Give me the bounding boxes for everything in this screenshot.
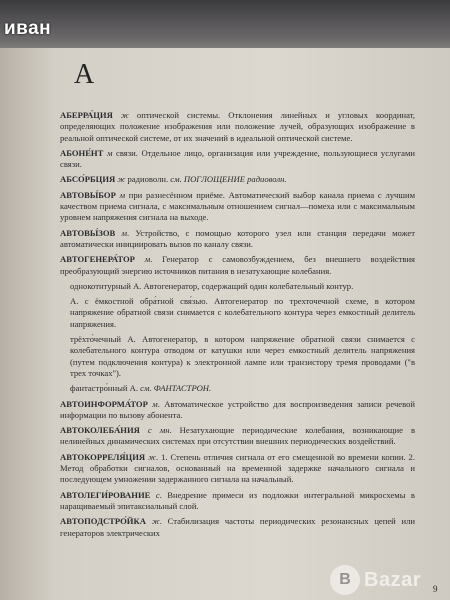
dictionary-content — [60, 60, 415, 543]
dictionary-entry — [60, 254, 415, 277]
section-letter: А — [74, 59, 95, 90]
entry-definition: связи. Отдельное лицо, организация или учреждение, пользующиеся услугами связи. — [60, 147, 415, 170]
dictionary-entry — [60, 190, 415, 224]
watermark-username: иван — [4, 18, 52, 39]
entry-definition: . Автоматическое устройство для воспроизведения записи речевой информации по вызову абонента. — [60, 398, 415, 420]
entry-definition: . Внедрение примеси из подложки интегральной микросхемы в наращиваемый эпитаксиальный слой. — [60, 489, 415, 511]
entry-headword: АВТОКОЛЕБА́НИЯ — [60, 425, 140, 436]
entry-grammar: м — [119, 189, 126, 200]
entry-grammar: м — [144, 254, 151, 265]
entry-subterm: А. с ёмкостной обра́тной свя́зью. Автогенератор по трехточечной схеме, в котором напряжение обратной связи снимается с колебательного контура через емкостный делитель напряжения. — [70, 296, 415, 329]
entry-headword: АБОНЕ́НТ — [60, 147, 104, 158]
dictionary-entry — [60, 148, 415, 171]
dictionary-entry — [60, 516, 415, 539]
logo-text: Bazar — [364, 568, 421, 591]
entry-grammar: м — [152, 398, 158, 409]
entry-list — [60, 110, 415, 539]
entry-definition: при разнесённом приёме. Автоматический выбор канала приема с лучшим качеством приема сигнала, с максимальным отношением сигнал—помеха или с максимальным уровнем напряжения сигнала на выходе. — [60, 189, 416, 223]
entry-headword: АВТОЛЕГИ́РОВАНИЕ — [60, 489, 151, 500]
entry-grammar: ж — [120, 110, 129, 120]
dictionary-entry — [60, 425, 415, 448]
entry-definition: оптической системы. Отклонения линейных и угловых координат, определяющих положение изображения или положение лучей, образующих изображение в реальной оптической системе, от их значений в идеальной оптической системе. — [60, 110, 415, 143]
dictionary-entry — [60, 296, 415, 330]
entry-headword: АВТОГЕНЕРА́ТОР — [60, 254, 135, 265]
entry-grammar: с мн — [147, 425, 170, 436]
entry-grammar: ж — [151, 516, 160, 527]
entry-headword: АВТОПОДСТРО́ЙКА — [60, 516, 146, 527]
entry-definition: . Устройство, с помощью которого узел или станция передачи может автоматически инициировать вызов по каналу связи. — [60, 227, 416, 249]
entry-grammar: с — [155, 489, 160, 500]
entry-subterm: фантастро́нный А. — [70, 383, 138, 394]
entry-definition: . Генератор с самовозбуждением, без внешнего воздействия преобразующий энергию источников питания в незатухающие колебания. — [60, 254, 415, 276]
entry-headword: АБСО́РБЦИЯ — [60, 174, 116, 185]
dictionary-entry — [60, 490, 415, 513]
entry-definition: . 1. Степень отличия сигнала от его смещенной во времени копии. 2. Метод обработки сигналов, основанный на временной задержке начального сигнала и последующем умножении задержанного сигнала на начальный. — [60, 451, 415, 485]
site-logo — [330, 560, 448, 600]
dictionary-entry — [60, 281, 415, 292]
dictionary-entry — [60, 110, 415, 144]
dictionary-entry — [60, 228, 415, 251]
entry-grammar: ж — [117, 174, 126, 185]
page-number: 9 — [433, 584, 438, 594]
entry-headword: АВТОКОРРЕЛЯ́ЦИЯ — [60, 451, 146, 462]
dictionary-entry — [60, 383, 415, 394]
logo-icon: B — [330, 565, 360, 595]
entry-subterm: однокотнтурный А. Автогенератор, содержащий один колебательный контур. — [70, 280, 354, 291]
entry-grammar: м — [106, 147, 113, 158]
entry-headword: АВТОИНФОРМА́ТОР — [60, 398, 148, 409]
entry-definition: . Стабилизация частоты периодических резонансных цепей или генераторов электрических — [60, 516, 415, 538]
dictionary-entry — [60, 174, 415, 185]
entry-definition: радиоволн. — [125, 174, 169, 185]
entry-cross-reference: см. ПОГЛОЩЕНИЕ радиоволн. — [168, 174, 287, 185]
entry-headword: АВТОВЫ́ЗОВ — [60, 227, 116, 238]
entry-headword: АВТОВЫ́БОР — [60, 189, 116, 200]
entry-headword: АБЕРРА́ЦИЯ — [60, 110, 113, 120]
entry-grammar: ж — [148, 451, 157, 462]
entry-cross-reference: см. ФАНТАСТРОН. — [138, 383, 212, 394]
dictionary-entry — [60, 452, 415, 486]
entry-definition: . Незатухающие периодические колебания, возникающие в нелинейных динамических системах при отсутствии внешних периодических воздействий. — [60, 425, 415, 447]
entry-subterm: трёхто́чечный А. Автогенератор, в котором напряжение обратной связи снимается с колебательного контура отводом от катушки или через емкостный делитель напряжения (путем подключения контура) к электронной лампе или транзистору тремя проводами ("в трех точках"). — [70, 334, 415, 378]
dictionary-entry — [60, 399, 415, 422]
dictionary-entry — [60, 334, 415, 379]
entry-grammar: м — [121, 227, 127, 238]
